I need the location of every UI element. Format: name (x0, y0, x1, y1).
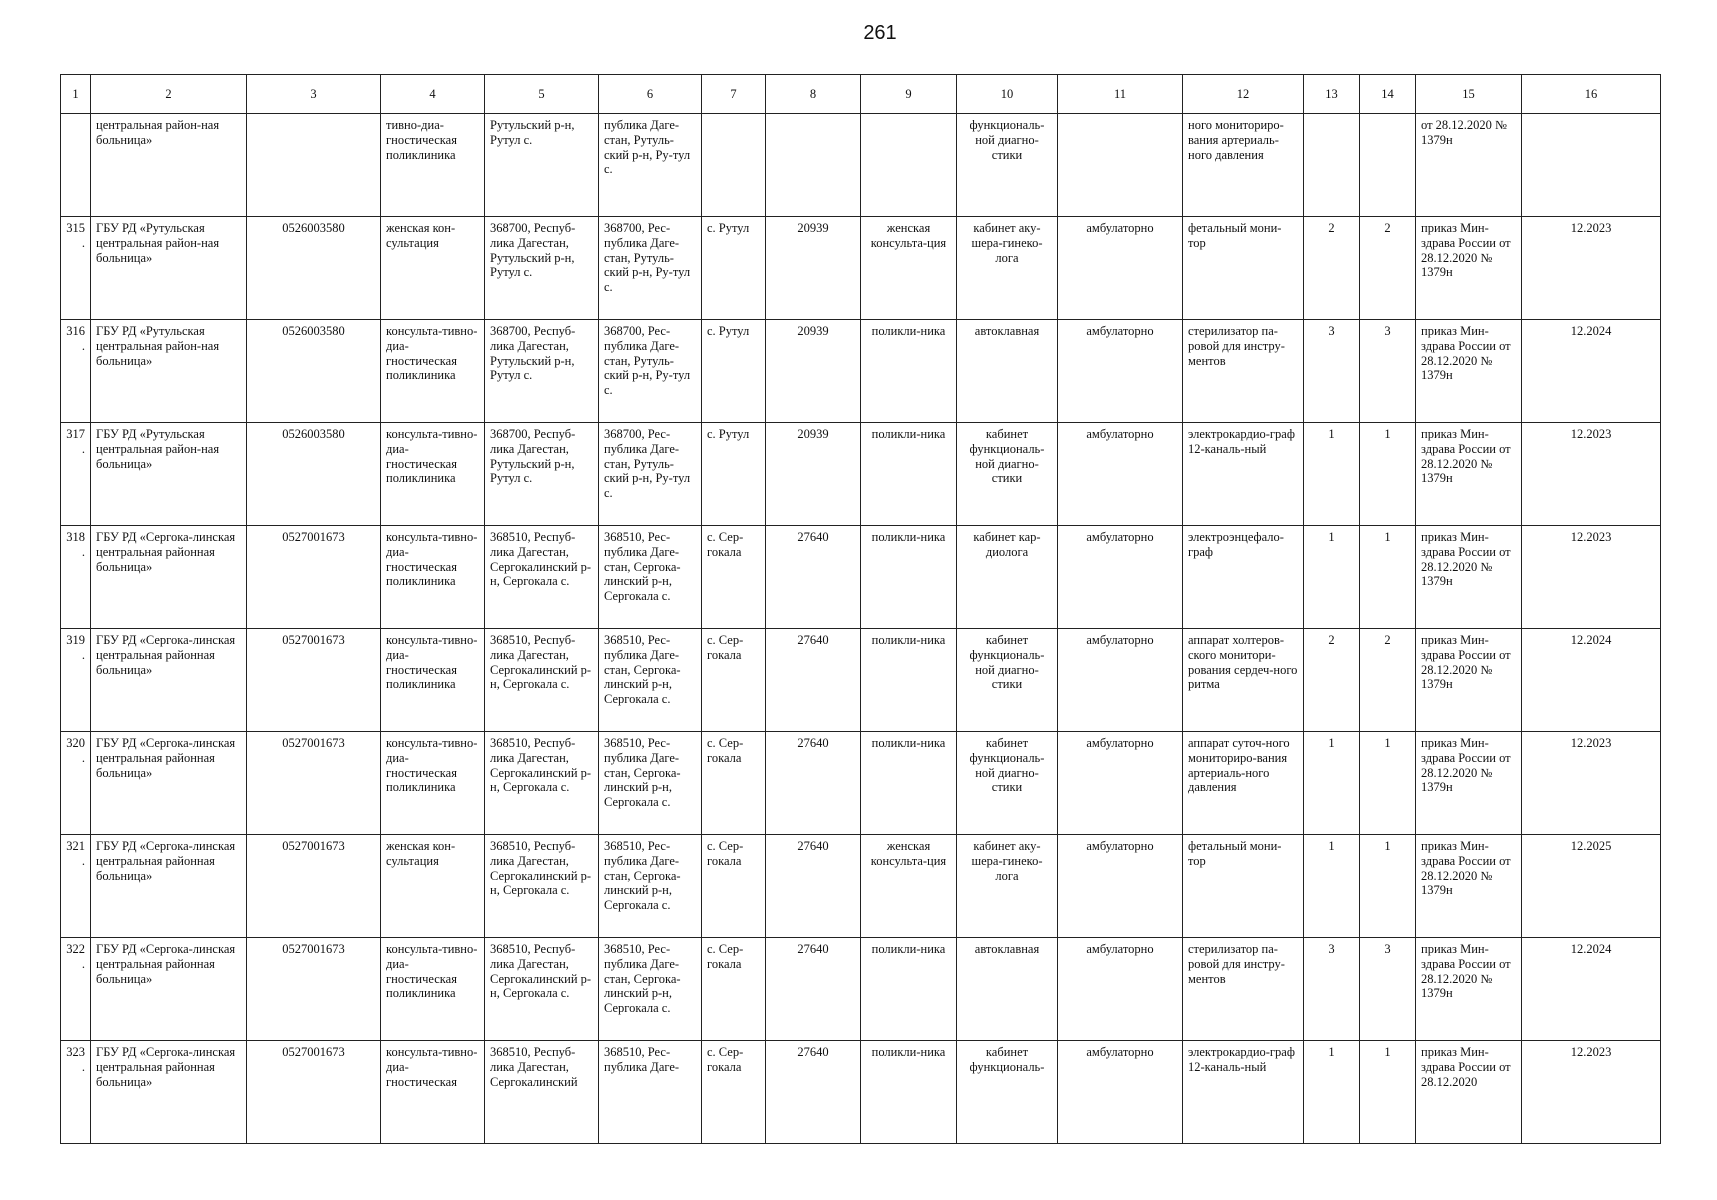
cell-qty-total: 3 (1360, 320, 1416, 423)
cell-oktmo: 20939 (766, 423, 861, 526)
cell-num: 323. (61, 1041, 91, 1144)
cell-date: 12.2024 (1522, 320, 1661, 423)
column-header: 11 (1058, 75, 1183, 114)
cell-address-actual: 368700, Рес-публика Даге-стан, Рутуль-ский р-н, Ру-тул с. (599, 217, 702, 320)
column-header: 5 (485, 75, 599, 114)
cell-subdivision: консульта-тивно-диа-гностическая поликлиника (381, 732, 485, 835)
cell-code: 0526003580 (247, 423, 381, 526)
cell-date: 12.2023 (1522, 217, 1661, 320)
table-row (61, 1041, 1661, 1144)
cell-oktmo: 27640 (766, 629, 861, 732)
column-header: 15 (1416, 75, 1522, 114)
cell-num: 320. (61, 732, 91, 835)
cell-qty-total: 2 (1360, 629, 1416, 732)
cell-basis: приказ Мин-здрава России от 28.12.2020 № 1379н (1416, 629, 1522, 732)
table-row (61, 732, 1661, 835)
cell-oktmo: 27640 (766, 732, 861, 835)
column-header: 16 (1522, 75, 1661, 114)
column-header: 1 (61, 75, 91, 114)
table-row (61, 423, 1661, 526)
cell-qty-plan: 3 (1304, 320, 1360, 423)
cell-care-type: амбулаторно (1058, 835, 1183, 938)
cell-subdivision: консульта-тивно-диа-гностическая (381, 1041, 485, 1144)
cell-qty-plan (1304, 114, 1360, 217)
cell-qty-plan: 1 (1304, 835, 1360, 938)
cell-qty-total: 1 (1360, 835, 1416, 938)
cell-settlement: с. Сер-гокала (702, 732, 766, 835)
cell-oktmo: 20939 (766, 217, 861, 320)
cell-qty-total: 1 (1360, 732, 1416, 835)
cell-address-legal: 368510, Респуб-лика Дагестан, Сергокалинский р-н, Сергокала с. (485, 835, 599, 938)
table-row (61, 835, 1661, 938)
cell-care-type (1058, 114, 1183, 217)
cell-qty-plan: 2 (1304, 217, 1360, 320)
cell-oktmo: 27640 (766, 938, 861, 1041)
cell-address-actual: 368510, Рес-публика Даге-стан, Сергока-линский р-н, Сергокала с. (599, 938, 702, 1041)
cell-room: кабинет аку-шера-гинеко-лога (957, 217, 1058, 320)
cell-subdivision: консульта-тивно-диа-гностическая поликлиника (381, 629, 485, 732)
header-row (61, 75, 1661, 114)
cell-room: автоклавная (957, 938, 1058, 1041)
table-row (61, 629, 1661, 732)
table-row (61, 320, 1661, 423)
cell-qty-plan: 1 (1304, 1041, 1360, 1144)
cell-settlement: с. Сер-гокала (702, 526, 766, 629)
cell-equipment: аппарат холтеров-ского монитори-рования сердеч-ного ритма (1183, 629, 1304, 732)
cell-address-actual: 368510, Рес-публика Даге-стан, Сергока-линский р-н, Сергокала с. (599, 835, 702, 938)
cell-room: функциональ-ной диагно-стики (957, 114, 1058, 217)
cell-care-type: амбулаторно (1058, 217, 1183, 320)
cell-subdivision: консульта-тивно-диа-гностическая поликлиника (381, 938, 485, 1041)
cell-equipment: электрокардио-граф 12-каналь-ный (1183, 1041, 1304, 1144)
cell-subdivision: консульта-тивно-диа-гностическая поликлиника (381, 320, 485, 423)
column-header: 3 (247, 75, 381, 114)
cell-qty-plan: 3 (1304, 938, 1360, 1041)
cell-num: 319. (61, 629, 91, 732)
cell-room: кабинет функциональ-ной диагно-стики (957, 732, 1058, 835)
cell-equipment: фетальный мони-тор (1183, 835, 1304, 938)
cell-subdivision: тивно-диа-гностическая поликлиника (381, 114, 485, 217)
cell-basis: приказ Мин-здрава России от 28.12.2020 № 1379н (1416, 526, 1522, 629)
cell-address-actual: 368510, Рес-публика Даге- (599, 1041, 702, 1144)
cell-qty-plan: 1 (1304, 423, 1360, 526)
cell-care-type: амбулаторно (1058, 732, 1183, 835)
cell-unit: поликли-ника (861, 320, 957, 423)
column-header: 13 (1304, 75, 1360, 114)
cell-qty-plan: 1 (1304, 732, 1360, 835)
cell-unit (861, 114, 957, 217)
cell-code: 0526003580 (247, 217, 381, 320)
cell-name: центральная район-ная больница» (91, 114, 247, 217)
cell-code: 0527001673 (247, 1041, 381, 1144)
cell-room: кабинет кар-диолога (957, 526, 1058, 629)
column-header: 9 (861, 75, 957, 114)
cell-basis: от 28.12.2020 № 1379н (1416, 114, 1522, 217)
cell-unit: поликли-ника (861, 1041, 957, 1144)
cell-num: 317. (61, 423, 91, 526)
cell-address-legal: 368510, Респуб-лика Дагестан, Сергокалинский (485, 1041, 599, 1144)
cell-basis: приказ Мин-здрава России от 28.12.2020 № 1379н (1416, 835, 1522, 938)
cell-num: 318. (61, 526, 91, 629)
cell-basis: приказ Мин-здрава России от 28.12.2020 № 1379н (1416, 320, 1522, 423)
cell-settlement: с. Сер-гокала (702, 938, 766, 1041)
cell-oktmo: 27640 (766, 1041, 861, 1144)
cell-oktmo (766, 114, 861, 217)
cell-equipment: стерилизатор па-ровой для инстру-ментов (1183, 938, 1304, 1041)
cell-date: 12.2024 (1522, 938, 1661, 1041)
cell-qty-total (1360, 114, 1416, 217)
cell-code: 0527001673 (247, 938, 381, 1041)
cell-equipment: фетальный мони-тор (1183, 217, 1304, 320)
cell-basis: приказ Мин-здрава России от 28.12.2020 № 1379н (1416, 938, 1522, 1041)
cell-code: 0527001673 (247, 629, 381, 732)
cell-num: 321. (61, 835, 91, 938)
cell-unit: поликли-ника (861, 526, 957, 629)
cell-date: 12.2023 (1522, 423, 1661, 526)
cell-settlement: с. Сер-гокала (702, 1041, 766, 1144)
cell-oktmo: 27640 (766, 835, 861, 938)
cell-subdivision: консульта-тивно-диа-гностическая поликлиника (381, 526, 485, 629)
cell-code: 0526003580 (247, 320, 381, 423)
cell-name: ГБУ РД «Рутульская центральная район-ная больница» (91, 320, 247, 423)
cell-address-actual: 368510, Рес-публика Даге-стан, Сергока-линский р-н, Сергокала с. (599, 526, 702, 629)
cell-equipment: электрокардио-граф 12-каналь-ный (1183, 423, 1304, 526)
cell-address-legal: 368700, Респуб-лика Дагестан, Рутульский р-н, Рутул с. (485, 217, 599, 320)
column-header: 14 (1360, 75, 1416, 114)
cell-name: ГБУ РД «Сергока-линская центральная районная больница» (91, 629, 247, 732)
cell-name: ГБУ РД «Сергока-линская центральная районная больница» (91, 526, 247, 629)
cell-subdivision: женская кон-сультация (381, 217, 485, 320)
column-header: 7 (702, 75, 766, 114)
cell-settlement: с. Рутул (702, 423, 766, 526)
cell-settlement: с. Сер-гокала (702, 835, 766, 938)
cell-equipment: электроэнцефало-граф (1183, 526, 1304, 629)
cell-code (247, 114, 381, 217)
cell-unit: поликли-ника (861, 423, 957, 526)
cell-address-legal: 368510, Респуб-лика Дагестан, Сергокалинский р-н, Сергокала с. (485, 629, 599, 732)
cell-care-type: амбулаторно (1058, 320, 1183, 423)
column-header: 8 (766, 75, 861, 114)
cell-address-actual: 368510, Рес-публика Даге-стан, Сергока-линский р-н, Сергокала с. (599, 629, 702, 732)
column-header: 10 (957, 75, 1058, 114)
cell-qty-total: 1 (1360, 1041, 1416, 1144)
cell-address-legal: 368700, Респуб-лика Дагестан, Рутульский р-н, Рутул с. (485, 320, 599, 423)
cell-room: кабинет функциональ-ной диагно-стики (957, 629, 1058, 732)
cell-address-legal: 368700, Респуб-лика Дагестан, Рутульский р-н, Рутул с. (485, 423, 599, 526)
cell-address-legal: 368510, Респуб-лика Дагестан, Сергокалинский р-н, Сергокала с. (485, 526, 599, 629)
cell-num: 315. (61, 217, 91, 320)
cell-address-actual: 368700, Рес-публика Даге-стан, Рутуль-ский р-н, Ру-тул с. (599, 320, 702, 423)
cell-date: 12.2023 (1522, 732, 1661, 835)
cell-settlement: с. Рутул (702, 217, 766, 320)
cell-address-legal: 368510, Респуб-лика Дагестан, Сергокалинский р-н, Сергокала с. (485, 732, 599, 835)
cell-address-legal: 368510, Респуб-лика Дагестан, Сергокалинский р-н, Сергокала с. (485, 938, 599, 1041)
continuation-row (61, 114, 1661, 217)
cell-settlement: с. Рутул (702, 320, 766, 423)
cell-care-type: амбулаторно (1058, 526, 1183, 629)
column-header: 2 (91, 75, 247, 114)
page-number: 261 (863, 22, 897, 44)
cell-oktmo: 27640 (766, 526, 861, 629)
cell-address-actual: 368700, Рес-публика Даге-стан, Рутуль-ский р-н, Ру-тул с. (599, 423, 702, 526)
cell-equipment: стерилизатор па-ровой для инстру-ментов (1183, 320, 1304, 423)
cell-qty-plan: 1 (1304, 526, 1360, 629)
cell-address-actual: 368510, Рес-публика Даге-стан, Сергока-линский р-н, Сергокала с. (599, 732, 702, 835)
cell-unit: поликли-ника (861, 732, 957, 835)
cell-date: 12.2024 (1522, 629, 1661, 732)
cell-qty-total: 2 (1360, 217, 1416, 320)
cell-basis: приказ Мин-здрава России от 28.12.2020 (1416, 1041, 1522, 1144)
column-header: 12 (1183, 75, 1304, 114)
cell-name: ГБУ РД «Рутульская центральная район-ная больница» (91, 423, 247, 526)
column-header: 4 (381, 75, 485, 114)
cell-settlement (702, 114, 766, 217)
cell-basis: приказ Мин-здрава России от 28.12.2020 № 1379н (1416, 217, 1522, 320)
cell-care-type: амбулаторно (1058, 938, 1183, 1041)
cell-qty-total: 1 (1360, 526, 1416, 629)
equipment-table (60, 74, 1661, 1144)
cell-room: кабинет функциональ- (957, 1041, 1058, 1144)
cell-code: 0527001673 (247, 835, 381, 938)
cell-name: ГБУ РД «Рутульская центральная район-ная больница» (91, 217, 247, 320)
cell-date: 12.2023 (1522, 526, 1661, 629)
cell-oktmo: 20939 (766, 320, 861, 423)
cell-room: кабинет аку-шера-гинеко-лога (957, 835, 1058, 938)
cell-room: кабинет функциональ-ной диагно-стики (957, 423, 1058, 526)
cell-name: ГБУ РД «Сергока-линская центральная районная больница» (91, 938, 247, 1041)
cell-name: ГБУ РД «Сергока-линская центральная районная больница» (91, 1041, 247, 1144)
cell-care-type: амбулаторно (1058, 1041, 1183, 1144)
table-row (61, 217, 1661, 320)
cell-basis: приказ Мин-здрава России от 28.12.2020 № 1379н (1416, 423, 1522, 526)
cell-equipment: аппарат суточ-ного мониториро-вания артериаль-ного давления (1183, 732, 1304, 835)
cell-equipment: ного мониториро-вания артериаль-ного давления (1183, 114, 1304, 217)
cell-name: ГБУ РД «Сергока-линская центральная районная больница» (91, 732, 247, 835)
cell-unit: поликли-ника (861, 938, 957, 1041)
cell-date (1522, 114, 1661, 217)
cell-settlement: с. Сер-гокала (702, 629, 766, 732)
cell-code: 0527001673 (247, 732, 381, 835)
table-row (61, 526, 1661, 629)
cell-date: 12.2025 (1522, 835, 1661, 938)
cell-name: ГБУ РД «Сергока-линская центральная районная больница» (91, 835, 247, 938)
cell-care-type: амбулаторно (1058, 629, 1183, 732)
cell-room: автоклавная (957, 320, 1058, 423)
cell-code: 0527001673 (247, 526, 381, 629)
cell-unit: женская консульта-ция (861, 835, 957, 938)
cell-unit: женская консульта-ция (861, 217, 957, 320)
cell-num: 316. (61, 320, 91, 423)
column-header: 6 (599, 75, 702, 114)
cell-basis: приказ Мин-здрава России от 28.12.2020 № 1379н (1416, 732, 1522, 835)
cell-date: 12.2023 (1522, 1041, 1661, 1144)
cell-unit: поликли-ника (861, 629, 957, 732)
cell-subdivision: консульта-тивно-диа-гностическая поликлиника (381, 423, 485, 526)
cell-num (61, 114, 91, 217)
cell-care-type: амбулаторно (1058, 423, 1183, 526)
cell-qty-plan: 2 (1304, 629, 1360, 732)
cell-address-legal: Рутульский р-н, Рутул с. (485, 114, 599, 217)
cell-qty-total: 1 (1360, 423, 1416, 526)
cell-address-actual: публика Даге-стан, Рутуль-ский р-н, Ру-тул с. (599, 114, 702, 217)
cell-subdivision: женская кон-сультация (381, 835, 485, 938)
table-row (61, 938, 1661, 1041)
cell-num: 322. (61, 938, 91, 1041)
cell-qty-total: 3 (1360, 938, 1416, 1041)
